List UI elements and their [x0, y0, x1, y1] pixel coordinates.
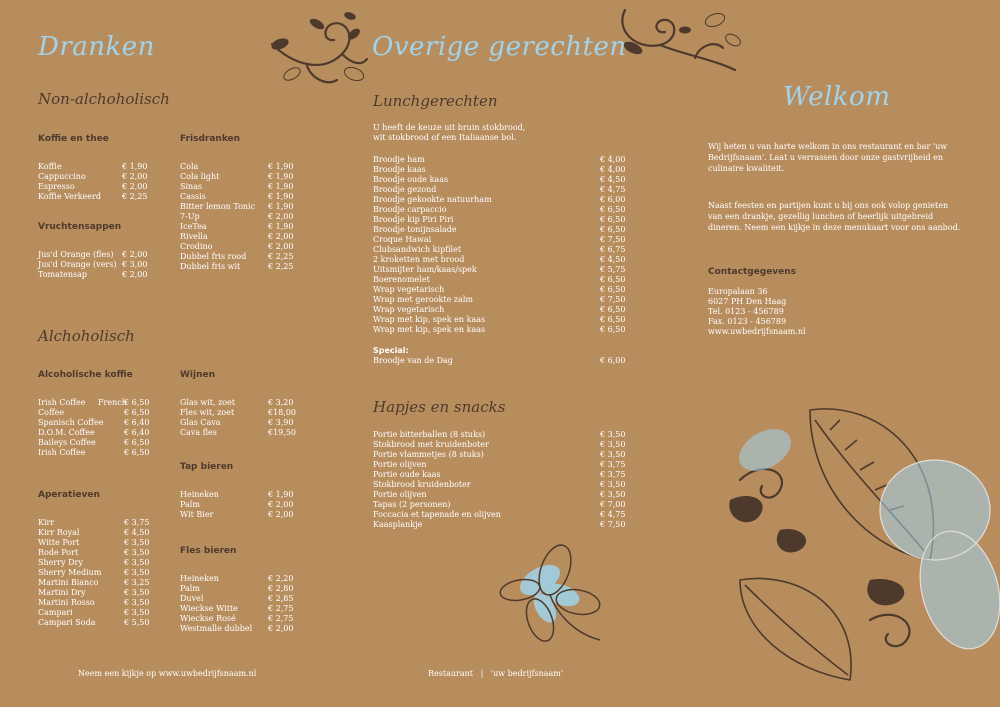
menu-item-name: Sherry Dry	[38, 558, 83, 567]
menu-item-row	[180, 428, 310, 438]
menu-item-price: € 3,50	[124, 548, 150, 557]
menu-item-price: € 1,90	[268, 172, 294, 181]
menu-item-price: € 6,50	[600, 305, 626, 314]
menu-item-name: Irish Coffee	[38, 398, 86, 407]
dranken-footer: Neem een kijkje op www.uwbedrijfsnaam.nl	[78, 669, 257, 678]
menu-item-price: € 2,00	[268, 242, 294, 251]
menu-item-name: D.O.M. Coffee	[38, 428, 95, 437]
menu-item-price: € 6,40	[124, 418, 150, 427]
menu-item-name: Palm	[180, 500, 200, 509]
menu-item-price: € 5,50	[124, 618, 150, 627]
lunch-heading: Lunchgerechten	[373, 92, 498, 110]
wijnen-list	[180, 398, 310, 438]
menu-item-name: Martini Bianco	[38, 578, 99, 587]
tap-bieren-list	[180, 490, 310, 520]
menu-item-name: Portie bitterballen (8 stuks)	[373, 430, 486, 439]
menu-item-name: Broodje carpaccio	[373, 205, 447, 214]
menu-item-price: € 3,90	[268, 418, 294, 427]
menu-item-price: € 1,90	[268, 222, 294, 231]
menu-item-name: Croque Hawai	[373, 235, 432, 244]
menu-item-row	[180, 252, 310, 262]
menu-item-price: € 3,00	[122, 260, 148, 269]
menu-item-row	[373, 460, 628, 470]
menu-item-row	[373, 470, 628, 480]
menu-item-price: € 6,00	[600, 195, 626, 204]
menu-item-price: € 4,50	[600, 255, 626, 264]
menu-item-name: Wrap vegetarisch	[373, 305, 445, 314]
menu-item-name: Broodje oude kaas	[373, 175, 449, 184]
menu-item-row	[373, 165, 628, 175]
menu-item-row	[373, 440, 628, 450]
menu-item-name: Martini Dry	[38, 588, 86, 597]
menu-item-row	[38, 578, 163, 588]
menu-item-name: 2 kroketten met brood	[373, 255, 465, 264]
menu-item-row	[38, 260, 163, 270]
menu-item-price: € 6,75	[600, 245, 626, 254]
menu-item-row	[180, 202, 310, 212]
menu-item-price: € 2,85	[268, 594, 294, 603]
non-alc-heading: Non-alchoholisch	[38, 90, 170, 108]
menu-item-price: € 3,50	[600, 490, 626, 499]
fles-bieren-heading: Fles bieren	[180, 546, 237, 556]
frisdranken-heading: Frisdranken	[180, 134, 241, 144]
menu-item-row	[38, 172, 163, 182]
menu-item-price: € 2,25	[268, 252, 294, 261]
menu-item-row	[180, 262, 310, 272]
menu-item-name: Crodino	[180, 242, 213, 251]
menu-item-row	[38, 598, 163, 608]
menu-item-row	[373, 510, 628, 520]
menu-item-name: Uitsmijter ham/kaas/spek	[373, 265, 477, 274]
menu-item-name: Tapas (2 personen)	[373, 500, 451, 509]
menu-item-name: Cava fles	[180, 428, 217, 437]
menu-item-price: € 2,00	[122, 270, 148, 279]
menu-item-row	[373, 245, 628, 255]
menu-item-name: Wrap met kip, spek en kaas	[373, 325, 486, 334]
menu-item-row	[373, 235, 628, 245]
menu-item-row	[38, 428, 163, 438]
menu-item-price: € 2,75	[268, 604, 294, 613]
menu-item-name: Spanisch Coffee	[38, 418, 104, 427]
menu-item-name: Wrap met gerookte zalm	[373, 295, 473, 304]
koffie-list	[38, 162, 163, 202]
menu-item-row	[373, 450, 628, 460]
aperatieven-list	[38, 518, 163, 628]
menu-item-row	[373, 195, 628, 205]
menu-item-row	[373, 175, 628, 185]
menu-item-row	[180, 192, 310, 202]
menu-item-price: € 2,75	[268, 614, 294, 623]
menu-item-name: Heineken	[180, 490, 219, 499]
menu-item-name: Cassis	[180, 192, 206, 201]
menu-item-row	[180, 500, 310, 510]
menu-item-name: Wieckse Rosé	[180, 614, 236, 623]
menu-item-price: € 3,50	[124, 538, 150, 547]
menu-item-row	[180, 510, 310, 520]
menu-item-row	[180, 212, 310, 222]
alc-koffie-list	[38, 398, 163, 458]
menu-item-row	[373, 490, 628, 500]
contact-line-2: 6027 PH Den Haag	[708, 297, 787, 306]
menu-item-name: Heineken	[180, 574, 219, 583]
menu-item-price: € 1,90	[268, 162, 294, 171]
menu-item-name: Portie vlammetjes (8 stuks)	[373, 450, 484, 459]
menu-item-name: Wieckse Witte	[180, 604, 238, 613]
menu-item-row	[38, 518, 163, 528]
frisdranken-list	[180, 162, 310, 272]
menu-item-name: Baileys Coffee	[38, 438, 96, 447]
menu-item-row	[38, 408, 163, 418]
menu-item-price: € 6,50	[124, 448, 150, 457]
menu-item-price: € 6,50	[600, 225, 626, 234]
menu-item-row	[180, 594, 310, 604]
menu-item-name: Tomatensap	[38, 270, 87, 279]
menu-item-price: € 2,25	[122, 192, 148, 201]
vruchtensappen-heading: Vruchtensappen	[38, 222, 122, 232]
menu-item-name: Palm	[180, 584, 200, 593]
menu-item-row	[373, 205, 628, 215]
special-item-price: € 6,00	[600, 356, 626, 365]
menu-item-name: Wrap vegetarisch	[373, 285, 445, 294]
menu-item-name: Bitter lemon Tonic	[180, 202, 256, 211]
menu-item-price: € 2,00	[268, 232, 294, 241]
menu-item-row	[180, 408, 310, 418]
menu-item-price: € 3,50	[124, 568, 150, 577]
menu-item-price: € 6,50	[124, 398, 150, 407]
menu-item-price: € 2,00	[122, 172, 148, 181]
menu-item-price: € 7,50	[600, 520, 626, 529]
menu-item-row	[38, 270, 163, 280]
menu-item-name: Cola light	[180, 172, 220, 181]
aperatieven-heading: Aperatieven	[38, 490, 100, 500]
menu-item-price: € 3,25	[124, 578, 150, 587]
menu-item-row	[373, 480, 628, 490]
menu-item-row	[180, 242, 310, 252]
menu-item-row	[180, 222, 310, 232]
menu-item-name: Broodje gekookte natuurham	[373, 195, 492, 204]
menu-item-row	[38, 618, 163, 628]
menu-item-row	[38, 162, 163, 172]
menu-item-row	[38, 558, 163, 568]
menu-item-price: € 3,50	[600, 480, 626, 489]
welkom-para-2: Naast feesten en partijen kunt u bij ons ook volop genieten van een drankje, gezellig lunchen of heerlijk uitgebreid dineren. Neem een kijkje in deze menukaart voor ons aanbod.	[708, 201, 961, 232]
menu-item-price: € 6,40	[124, 428, 150, 437]
menu-item-price: € 1,90	[268, 192, 294, 201]
menu-item-price: € 3,75	[600, 470, 626, 479]
menu-item-price: €19,50	[268, 428, 296, 437]
menu-item-name: Espresso	[38, 182, 75, 191]
menu-item-price: € 5,75	[600, 265, 626, 274]
menu-item-row	[38, 548, 163, 558]
menu-item-name: Broodje ham	[373, 155, 425, 164]
contact-website-link[interactable]: www.uwbedrijfsnaam.nl	[708, 327, 806, 336]
tap-bieren-heading: Tap bieren	[180, 462, 234, 472]
menu-item-price: € 4,00	[600, 155, 626, 164]
menu-item-row	[38, 182, 163, 192]
menu-item-price: € 2,00	[268, 510, 294, 519]
menu-item-price: € 4,75	[600, 510, 626, 519]
menu-item-row	[38, 528, 163, 538]
menu-item-price: € 7,50	[600, 235, 626, 244]
menu-item-name: Stokbrood kruidenboter	[373, 480, 471, 489]
menu-item-row	[180, 604, 310, 614]
wijnen-heading: Wijnen	[180, 370, 216, 380]
menu-item-name: Fles wit, zoet	[180, 408, 235, 417]
menu-item-name: Dubbel fris rood	[180, 252, 247, 261]
menu-item-price: € 3,50	[600, 430, 626, 439]
menu-item-extra: French	[98, 398, 127, 407]
menu-item-price: € 3,50	[124, 608, 150, 617]
menu-item-price: € 2,00	[122, 250, 148, 259]
menu-item-row	[38, 250, 163, 260]
menu-item-name: Westmalle dubbel	[180, 624, 253, 633]
menu-item-name: Rode Port	[38, 548, 79, 557]
menu-item-price: € 6,50	[600, 205, 626, 214]
menu-item-name: Koffie	[38, 162, 62, 171]
lunch-intro-line-2: wit stokbrood of een Italiaanse bol.	[373, 133, 517, 142]
menu-item-name: Sherry Medium	[38, 568, 102, 577]
menu-item-name: Boerenomelet	[373, 275, 430, 284]
menu-item-price: € 2,80	[268, 584, 294, 593]
menu-item-row	[373, 500, 628, 510]
menu-item-row	[180, 182, 310, 192]
menu-item-row	[373, 430, 628, 440]
menu-item-name: Clubsandwich kipfilet	[373, 245, 462, 254]
menu-item-name: Portie olijven	[373, 490, 427, 499]
contact-heading: Contactgegevens	[708, 267, 797, 277]
snacks-heading: Hapjes en snacks	[373, 398, 506, 416]
menu-item-row	[38, 538, 163, 548]
menu-item-row	[38, 608, 163, 618]
menu-item-price: € 4,75	[600, 185, 626, 194]
menu-item-name: Broodje tonijnsalade	[373, 225, 457, 234]
menu-item-row	[373, 285, 628, 295]
menu-item-row	[373, 325, 628, 335]
menu-item-name: Dubbel fris wit	[180, 262, 241, 271]
special-item	[373, 356, 628, 366]
koffie-heading: Koffie en thee	[38, 134, 109, 144]
menu-item-row	[373, 255, 628, 265]
menu-item-row	[180, 584, 310, 594]
menu-item-name: Foccacia et tapenade en olijven	[373, 510, 501, 519]
menu-item-row	[180, 624, 310, 634]
menu-item-name: Cola	[180, 162, 199, 171]
menu-item-row	[180, 232, 310, 242]
menu-item-name: Witte Port	[38, 538, 80, 547]
menu-item-row	[373, 275, 628, 285]
lunch-list	[373, 155, 628, 335]
menu-item-name: Jus'd Orange (vers)	[38, 260, 117, 269]
menu-item-price: € 4,00	[600, 165, 626, 174]
special-label: Special:	[373, 346, 409, 355]
menu-item-price: € 2,00	[122, 182, 148, 191]
menu-item-row	[373, 215, 628, 225]
menu-item-price: € 6,50	[600, 215, 626, 224]
menu-item-price: € 3,75	[124, 518, 150, 527]
menu-item-price: € 2,00	[268, 212, 294, 221]
menu-item-name: Koffie Verkeerd	[38, 192, 101, 201]
contact-line-3: Tel. 0123 - 456789	[708, 307, 784, 316]
menu-item-price: €18,00	[268, 408, 296, 417]
menu-item-name: Wrap met kip, spek en kaas	[373, 315, 486, 324]
menu-item-name: Kirr	[38, 518, 55, 527]
alc-koffie-heading: Alcoholische koffie	[38, 370, 133, 380]
menu-item-price: € 2,00	[268, 500, 294, 509]
menu-item-price: € 1,90	[268, 182, 294, 191]
menu-item-name: Duvel	[180, 594, 204, 603]
menu-item-name: Campari	[38, 608, 73, 617]
menu-item-price: € 2,25	[268, 262, 294, 271]
menu-item-price: € 7,50	[600, 295, 626, 304]
menu-item-price: € 4,50	[124, 528, 150, 537]
menu-item-name: Coffee	[38, 408, 65, 417]
contact-line-1: Europalaan 36	[708, 287, 768, 296]
menu-item-row	[180, 574, 310, 584]
menu-item-row	[180, 490, 310, 500]
welkom-para-1: Wij heten u van harte welkom in ons restaurant en bar 'uw Bedrijfsnaam'. Laat u verrassen door onze gastvrijheid en culinaire kwaliteit.	[708, 142, 948, 173]
special-item-name: Broodje van de Dag	[373, 356, 453, 365]
snacks-list	[373, 430, 628, 530]
menu-item-price: € 6,50	[600, 325, 626, 334]
menu-item-price: € 3,50	[124, 558, 150, 567]
menu-item-price: € 2,20	[268, 574, 294, 583]
menu-item-name: Cappuccino	[38, 172, 86, 181]
menu-item-name: Sinas	[180, 182, 203, 191]
lunch-intro-line-1: U heeft de keuze uit bruin stokbrood,	[373, 123, 526, 132]
menu-item-price: € 3,20	[268, 398, 294, 407]
menu-item-row	[38, 588, 163, 598]
overige-footer: Restaurant | 'uw bedrijfsnaam'	[428, 669, 564, 678]
menu-item-price: € 6,50	[600, 315, 626, 324]
menu-item-price: € 4,50	[600, 175, 626, 184]
menu-item-name: Glas Cava	[180, 418, 221, 427]
fles-bieren-list	[180, 574, 310, 634]
dranken-title: Dranken	[38, 32, 155, 62]
menu-item-row	[180, 172, 310, 182]
menu-item-name: Broodje gezond	[373, 185, 437, 194]
menu-item-row	[38, 418, 163, 428]
menu-item-row	[373, 520, 628, 530]
overige-title: Overige gerechten	[372, 32, 627, 62]
menu-item-name: Wit Bier	[180, 510, 214, 519]
menu-item-name: Portie olijven	[373, 460, 427, 469]
menu-item-name: IceTea	[180, 222, 207, 231]
menu-item-row	[38, 448, 163, 458]
menu-item-name: Martini Rosso	[38, 598, 95, 607]
menu-item-row	[180, 418, 310, 428]
menu-item-name: Jus'd Orange (fles)	[38, 250, 114, 259]
vruchtensappen-list	[38, 250, 163, 280]
menu-item-price: € 1,90	[268, 490, 294, 499]
menu-item-row	[180, 162, 310, 172]
menu-item-price: € 2,00	[268, 624, 294, 633]
menu-item-name: Rivella	[180, 232, 208, 241]
flower-ornament-bottom-center	[500, 540, 610, 650]
menu-item-row	[38, 192, 163, 202]
menu-item-name: Glas wit, zoet	[180, 398, 236, 407]
menu-item-row	[180, 398, 310, 408]
menu-item-name: Campari Soda	[38, 618, 96, 627]
menu-item-name: Broodje kip Piri Piri	[373, 215, 454, 224]
menu-item-name: 7-Up	[180, 212, 200, 221]
alc-heading: Alchoholisch	[38, 327, 135, 345]
menu-item-price: € 6,50	[600, 285, 626, 294]
leaf-ornament-bottom-right	[720, 380, 1000, 700]
menu-item-row	[373, 225, 628, 235]
menu-item-row	[373, 295, 628, 305]
menu-item-price: € 3,50	[124, 588, 150, 597]
menu-item-name: Stokbrood met kruidenboter	[373, 440, 489, 449]
menu-item-name: Kirr Royal	[38, 528, 80, 537]
menu-item-price: € 3,50	[600, 440, 626, 449]
menu-item-row	[373, 155, 628, 165]
menu-item-price: € 7,00	[600, 500, 626, 509]
menu-item-row	[38, 568, 163, 578]
menu-item-price: € 6,50	[124, 438, 150, 447]
menu-item-row	[38, 398, 163, 408]
menu-item-row	[373, 185, 628, 195]
menu-item-row	[373, 305, 628, 315]
menu-item-price: € 6,50	[600, 275, 626, 284]
menu-item-row	[38, 438, 163, 448]
menu-item-price: € 1,90	[122, 162, 148, 171]
menu-item-row	[373, 315, 628, 325]
welkom-title: Welkom	[783, 82, 891, 112]
menu-item-price: € 3,50	[124, 598, 150, 607]
contact-line-4: Fax. 0123 - 456789	[708, 317, 787, 326]
menu-item-row	[180, 614, 310, 624]
menu-item-price: € 3,75	[600, 460, 626, 469]
swirl-ornament-top-center	[262, 4, 372, 94]
menu-item-row	[373, 265, 628, 275]
menu-item-price: € 6,50	[124, 408, 150, 417]
menu-item-price: € 3,50	[600, 450, 626, 459]
menu-item-price: € 1,90	[268, 202, 294, 211]
menu-item-name: Kaasplankje	[373, 520, 423, 529]
menu-item-name: Irish Coffee	[38, 448, 86, 457]
menu-item-name: Broodje kaas	[373, 165, 426, 174]
menu-item-name: Portie oude kaas	[373, 470, 441, 479]
